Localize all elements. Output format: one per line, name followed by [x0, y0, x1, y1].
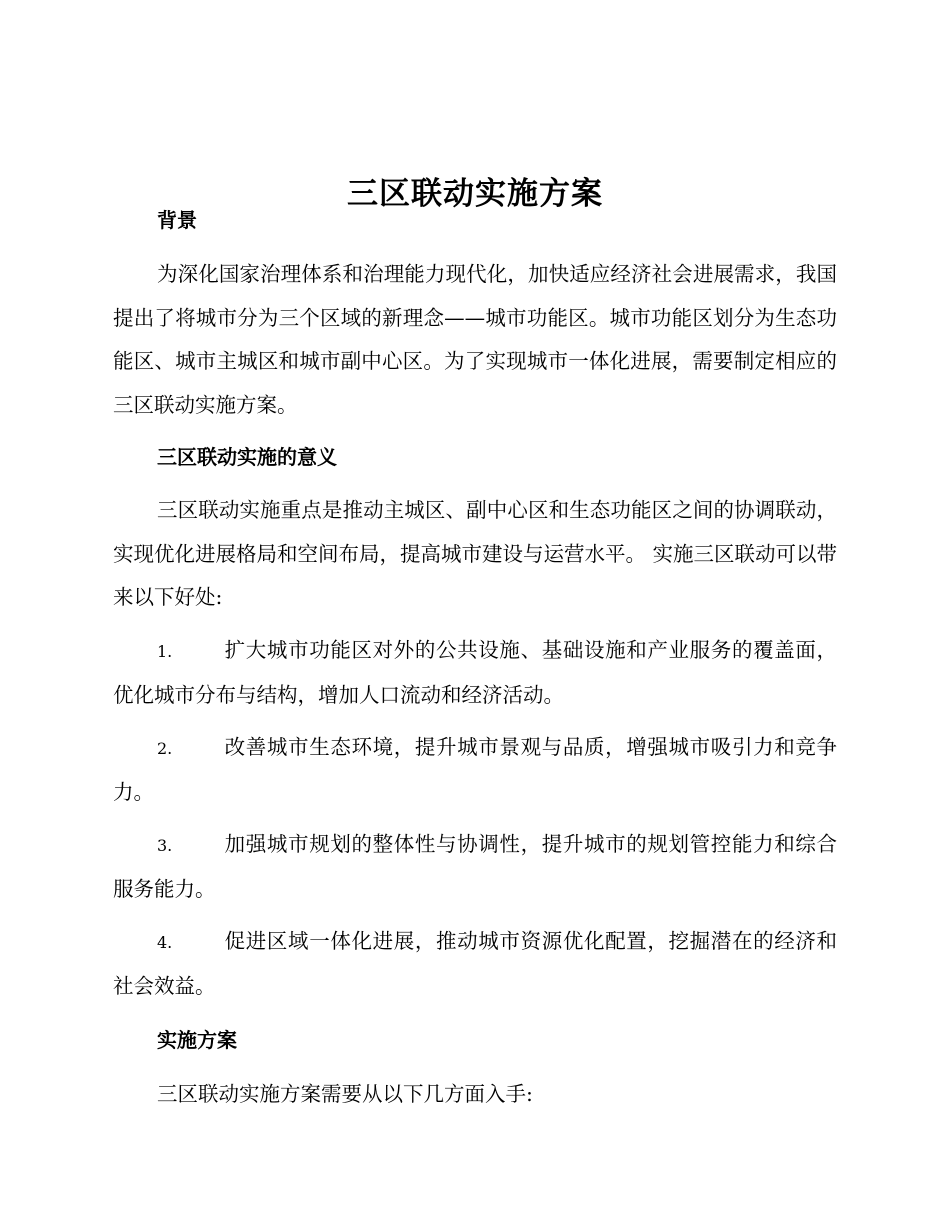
- section-heading-significance: 三区联动实施的意义: [157, 445, 337, 469]
- document-title: 三区联动实施方案: [347, 175, 603, 212]
- section-heading-plan: 实施方案: [157, 1028, 237, 1052]
- list-item-number: 2.: [157, 739, 173, 758]
- background-paragraph: 为深化国家治理体系和治理能力现代化，加快适应经济社会进展需求，我国提出了将城市分为三个区域的新理念——城市功能区。城市功能区划分为生态功能区、城市主城区和城市副中心区。为了实现城市一体化进展，需要制定相应的三区联动实施方案。: [113, 262, 837, 417]
- list-item: [113, 629, 837, 717]
- section-heading-background: 背景: [157, 208, 197, 232]
- list-item-text: 改善城市生态环境，提升城市景观与品质，增强城市吸引力和竞争力。: [113, 735, 837, 804]
- list-item: [113, 823, 837, 911]
- plan-paragraph: 三区联动实施方案需要从以下几方面入手:: [157, 1082, 533, 1106]
- list-item: [113, 920, 837, 1008]
- list-item-text: 促进区域一体化进展，推动城市资源优化配置，挖掘潜在的经济和社会效益。: [113, 929, 837, 998]
- list-item: [113, 726, 837, 814]
- significance-paragraph: 三区联动实施重点是推动主城区、副中心区和生态功能区之间的协调联动，实现优化进展格局和空间布局，提高城市建设与运营水平。 实施三区联动可以带来以下好处:: [113, 498, 838, 609]
- list-item-number: 1.: [157, 642, 173, 661]
- list-item-text: 加强城市规划的整体性与协调性，提升城市的规划管控能力和综合服务能力。: [113, 832, 837, 901]
- list-item-text: 扩大城市功能区对外的公共设施、基础设施和产业服务的覆盖面，优化城市分布与结构，增加人口流动和经济活动。: [113, 638, 837, 707]
- list-item-number: 3.: [157, 836, 173, 855]
- list-item-number: 4.: [157, 933, 173, 952]
